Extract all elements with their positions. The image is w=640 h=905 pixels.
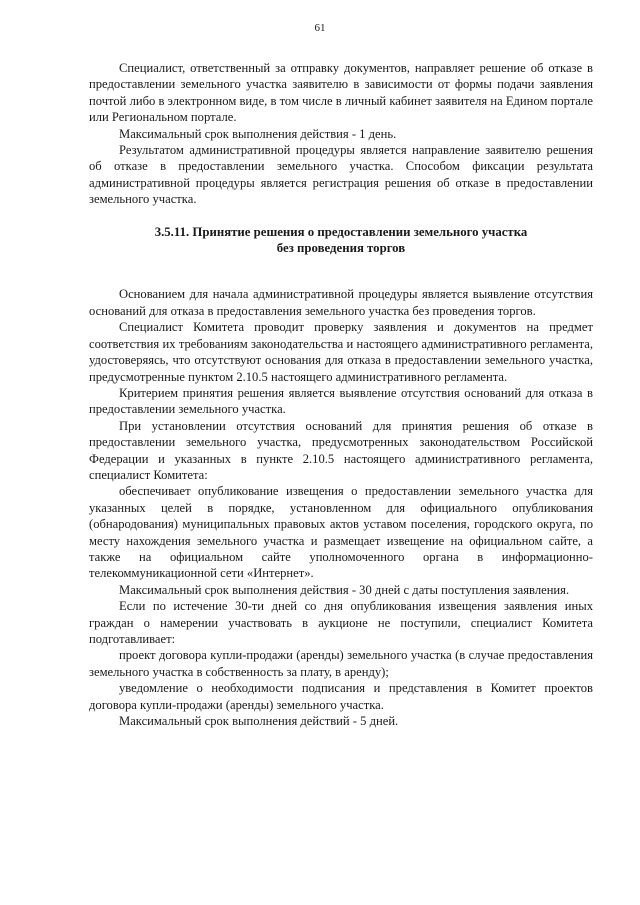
paragraph-notification-signing: уведомление о необходимости подписания и представления в Комитет проектов договора купли-продажи (аренды) земельного участка. [89, 681, 593, 712]
paragraph-decision-criterion: Критерием принятия решения является выявление отсутствия оснований для отказа в предоставлении земельного участка. [89, 385, 593, 417]
paragraph-draft-contract: проект договора купли-продажи (аренды) земельного участка (в случае предоставления земельного участка в собственность за плату, в аренду); [89, 648, 593, 679]
paragraph-no-grounds-refusal: При установлении отсутствия оснований для принятия решения об отказе в предоставлении земельного участка, предусмотренных законодательством Российской Федерации и указанных в пункте 2.10.5 настоящего административного регламента, специалист Комитета: [89, 418, 593, 482]
paragraph-after-30-days: Если по истечение 30-ти дней со дня опубликования извещения заявления иных граждан о намерении участвовать в аукционе не поступили, специалист Комитета подготавливает: [89, 599, 593, 646]
page-number: 61 [314, 22, 326, 34]
paragraph-max-term-1-day: Максимальный срок выполнения действия - 1 день. [119, 126, 397, 141]
paragraph-sending-refusal: Специалист, ответственный за отправку документов, направляет решение об отказе в предоставлении земельного участка заявителю в зависимости от формы подачи заявления почтой либо в электронном виде, в том числе в личный кабинет заявителя на Едином портале или Региональном портале. [89, 61, 593, 125]
paragraph-specialist-check: Специалист Комитета проводит проверку заявления и документов на предмет соответствия их требованиям законодательства и настоящего административного регламента, удостоверяясь, что отсутствуют основания для отказа в предоставлении земельного участка, предусмотренные пунктом 2.10.5 настоящего административного регламента. [89, 320, 593, 384]
paragraph-procedure-basis: Основанием для начала административной процедуры является выявление отсутствия оснований для отказа в предоставления земельного участка без проведения торгов. [89, 287, 593, 318]
section-heading [89, 224, 593, 257]
paragraph-publication-notice: обеспечивает опубликование извещения о предоставлении земельного участка для указанных целей в порядке, установленном для официального опубликования (обнародования) муниципальных правовых актов уставом поселения, городского округа, по месту нахождения земельного участка и размещает извещение на официальном сайте, а также на официальном сайте уполномоченного органа в информационно-телекоммуникационной сети «Интернет». [89, 484, 593, 581]
section-heading-line-1: 3.5.11. Принятие решения о предоставлении земельного участка [154, 224, 528, 239]
section-heading-line-2: без проведения торгов [276, 241, 406, 256]
paragraph-max-term-5-days: Максимальный срок выполнения действий - 5 дней. [119, 714, 399, 729]
paragraph-procedure-result: Результатом административной процедуры является направление заявителю решения об отказе в предоставлении земельного участка. Способом фиксации результата административной процедуры является регистрация решения об отказе в предоставлении земельного участка. [89, 143, 593, 207]
document-body [89, 60, 593, 729]
paragraph-max-term-30-days: Максимальный срок выполнения действия - 30 дней с даты поступления заявления. [119, 582, 570, 597]
